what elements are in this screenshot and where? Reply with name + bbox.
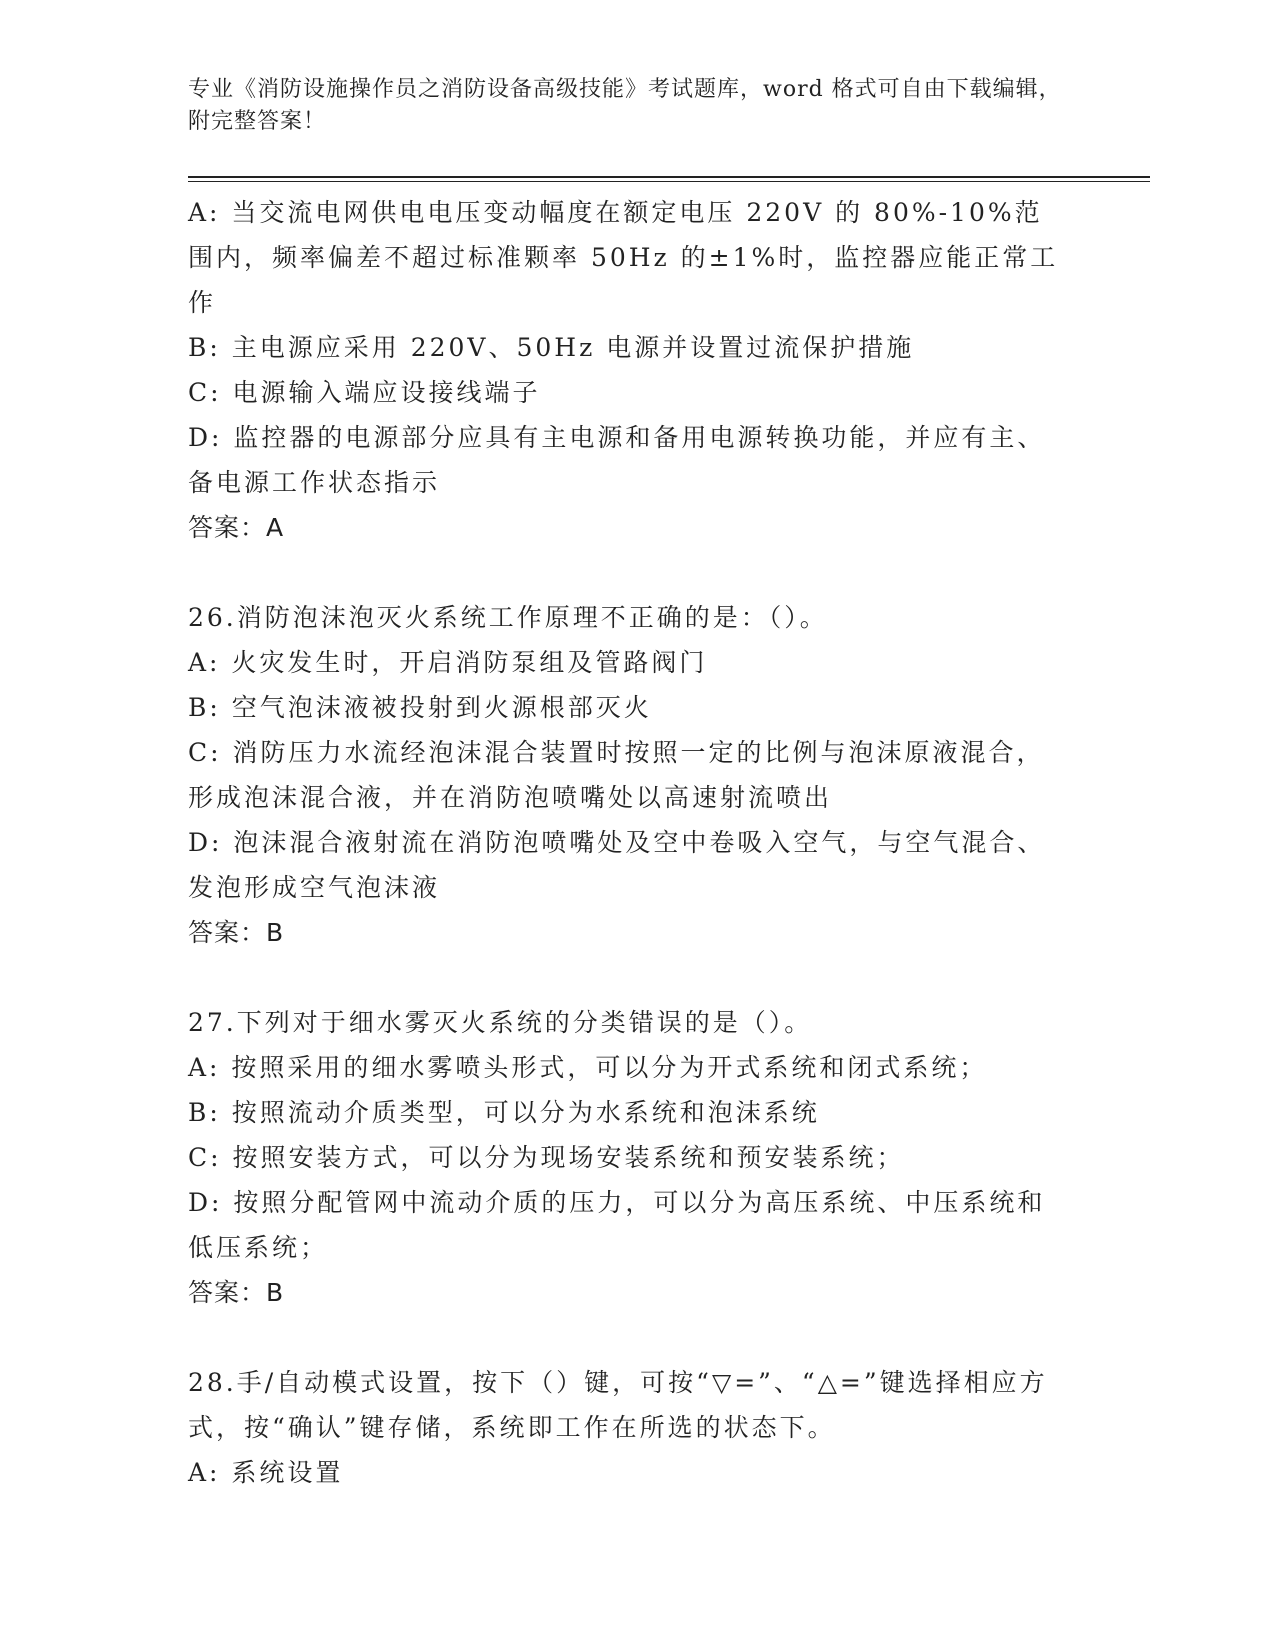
answer-line: 答案：B bbox=[188, 918, 285, 947]
question-text: 26.消防泡沫泡灭火系统工作原理不正确的是：（）。 bbox=[188, 603, 828, 632]
option-d: D: 按照分配管网中流动介质的压力，可以分为高压系统、中压系统和低压系统； bbox=[188, 1188, 1046, 1262]
spacer bbox=[188, 1315, 1068, 1360]
option-c: C: 按照安装方式，可以分为现场安装系统和预安装系统； bbox=[188, 1143, 905, 1172]
option-d: D: 监控器的电源部分应具有主电源和备用电源转换功能，并应有主、备电源工作状态指示 bbox=[188, 423, 1046, 497]
answer-line: 答案：B bbox=[188, 1278, 285, 1307]
spacer bbox=[188, 550, 1068, 595]
option-c: C: 消防压力水流经泡沫混合装置时按照一定的比例与泡沫原液混合，形成泡沫混合液，并在消防泡喷嘴处以高速射流喷出 bbox=[188, 738, 1045, 812]
page-header: 专业《消防设施操作员之消防设备高级技能》考试题库，word 格式可自由下载编辑，附完整答案！ bbox=[188, 77, 1062, 134]
header-divider-thick bbox=[188, 176, 1150, 178]
question-block bbox=[188, 1360, 1068, 1495]
option-a: A: 火灾发生时，开启消防泵组及管路阀门 bbox=[188, 648, 708, 677]
option-b: B: 按照流动介质类型，可以分为水系统和泡沫系统 bbox=[188, 1098, 820, 1127]
question-text: 27.下列对于细水雾灭火系统的分类错误的是（）。 bbox=[188, 1008, 813, 1037]
option-a: A: 按照采用的细水雾喷头形式，可以分为开式系统和闭式系统； bbox=[188, 1053, 988, 1082]
answer-line: 答案：A bbox=[188, 513, 285, 542]
spacer bbox=[188, 955, 1068, 1000]
question-block bbox=[188, 1000, 1068, 1315]
option-a: A: 系统设置 bbox=[188, 1458, 344, 1487]
option-d: D: 泡沫混合液射流在消防泡喷嘴处及空中卷吸入空气，与空气混合、发泡形成空气泡沫液 bbox=[188, 828, 1046, 902]
question-block bbox=[188, 190, 1068, 550]
question-block bbox=[188, 595, 1068, 955]
option-b: B: 主电源应采用 220V、50Hz 电源并设置过流保护措施 bbox=[188, 333, 915, 362]
option-b: B: 空气泡沫液被投射到火源根部灭火 bbox=[188, 693, 652, 722]
option-c: C: 电源输入端应设接线端子 bbox=[188, 378, 541, 407]
question-list bbox=[188, 190, 1068, 1495]
option-a: A: 当交流电网供电电压变动幅度在额定电压 220V 的 80%-10%范围内，频率偏差不超过标准颗率 50Hz 的±1%时，监控器应能正常工作 bbox=[188, 198, 1059, 317]
question-text: 28.手/自动模式设置，按下（）键，可按“▽=”、“△=”键选择相应方式，按“确认”键存储，系统即工作在所选的状态下。 bbox=[188, 1368, 1048, 1442]
header-divider-thin bbox=[188, 181, 1150, 182]
